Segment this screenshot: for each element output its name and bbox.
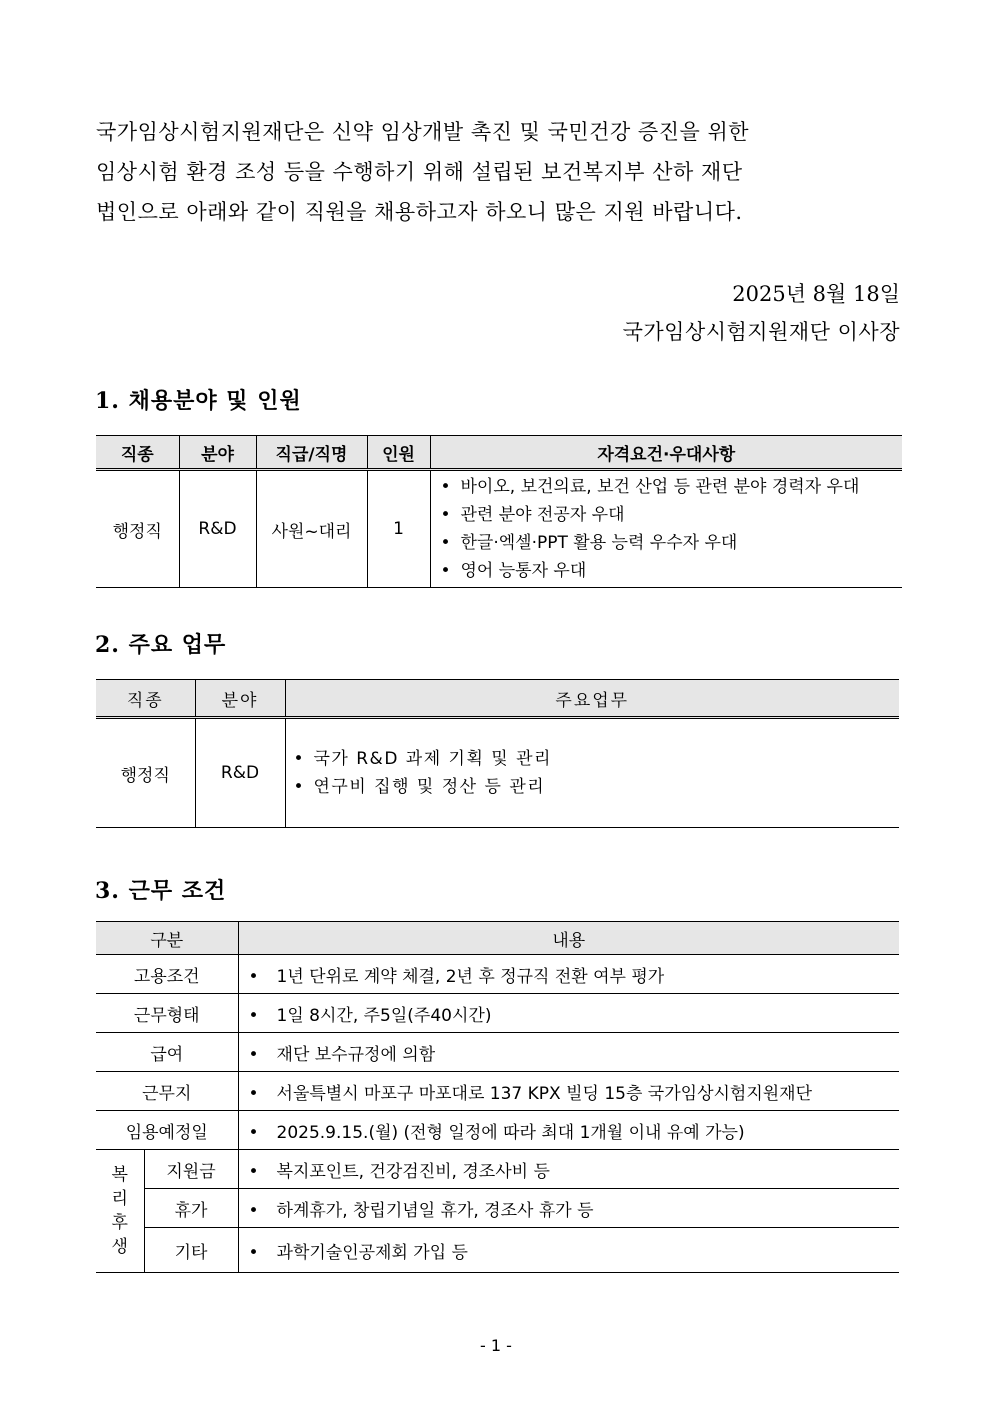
condition-value: [238, 1189, 899, 1228]
recruitment-table: [96, 435, 902, 588]
condition-value: [238, 1111, 899, 1150]
bullet: •: [248, 1083, 259, 1104]
welfare-group-label: [96, 1150, 144, 1273]
duties-list: [294, 745, 900, 801]
job-type-cell: 행정직: [96, 470, 179, 588]
list-item: • 영어 능통자 우대: [441, 557, 903, 585]
header-cell: 분야: [195, 680, 285, 718]
header-cell: 분야: [179, 436, 256, 470]
intro-line: 국가임상시험지원재단은 신약 임상개발 촉진 및 국민건강 증진을 위한: [96, 120, 750, 144]
list-item: • 바이오, 보건의료, 보건 산업 등 관련 분야 경력자 우대: [441, 473, 903, 501]
table-row: [96, 1111, 899, 1150]
condition-value: [238, 955, 899, 994]
table-row: [96, 1033, 899, 1072]
condition-label: 급여: [96, 1033, 238, 1072]
count-cell: 1: [367, 470, 430, 588]
welfare-char: 리: [111, 1189, 128, 1209]
table-row: [96, 718, 899, 828]
condition-text: 재단 보수규정에 의함: [276, 1044, 436, 1065]
header-cell: 내용: [238, 922, 899, 955]
job-type-cell: 행정직: [96, 718, 195, 828]
section-title-conditions: 3. 근무 조건: [95, 878, 227, 904]
condition-value: [238, 1150, 899, 1189]
rank-cell: 사원~대리: [256, 470, 367, 588]
header-cell: 자격요건·우대사항: [430, 436, 902, 470]
condition-text: 복지포인트, 건강검진비, 경조사비 등: [276, 1161, 550, 1182]
list-item: • 국가 R&D 과제 기획 및 관리: [294, 745, 900, 773]
table-row: [96, 955, 899, 994]
list-item: • 한글·엑셀·PPT 활용 능력 우수자 우대: [441, 529, 903, 557]
section-title-recruitment: 1. 채용분야 및 인원: [95, 388, 302, 414]
condition-text: 서울특별시 마포구 마포대로 137 KPX 빌딩 15층 국가임상시험지원재단: [276, 1083, 813, 1104]
condition-text: 1년 단위로 계약 체결, 2년 후 정규직 전환 여부 평가: [276, 966, 665, 987]
condition-text: 1일 8시간, 주5일(주40시간): [276, 1005, 492, 1026]
list-item: • 관련 분야 전공자 우대: [441, 501, 903, 529]
field-cell: R&D: [179, 470, 256, 588]
duties-table: [96, 679, 899, 828]
header-cell: 주요업무: [285, 680, 899, 718]
conditions-table: [96, 921, 899, 1273]
duties-cell: [285, 718, 899, 828]
table-header-row: [96, 436, 902, 470]
table-row: [96, 1228, 899, 1273]
condition-label: 임용예정일: [96, 1111, 238, 1150]
bullet: •: [248, 1242, 259, 1263]
welfare-char: 복: [111, 1165, 128, 1185]
header-cell: 직종: [96, 436, 179, 470]
condition-text: 하계휴가, 창립기념일 휴가, 경조사 휴가 등: [276, 1200, 594, 1221]
table-row: [96, 1072, 899, 1111]
qualifications-cell: [430, 470, 902, 588]
table-row: [96, 1189, 899, 1228]
condition-label: 지원금: [144, 1150, 238, 1189]
condition-text: 2025.9.15.(월) (전형 일정에 따라 최대 1개월 이내 유예 가능): [276, 1122, 745, 1143]
condition-label: 근무지: [96, 1072, 238, 1111]
header-cell: 직급/직명: [256, 436, 367, 470]
intro-paragraph: [96, 112, 902, 232]
list-item: • 연구비 집행 및 정산 등 관리: [294, 773, 900, 801]
table-header-row: [96, 680, 899, 718]
bullet: •: [248, 966, 259, 987]
bullet: •: [248, 1005, 259, 1026]
table-row: [96, 470, 902, 588]
bullet: •: [248, 1044, 259, 1065]
welfare-char: 후: [111, 1213, 128, 1233]
section-title-duties: 2. 주요 업무: [95, 632, 227, 658]
page-number: - 1 -: [480, 1336, 512, 1355]
table-row: [96, 1150, 899, 1189]
field-cell: R&D: [195, 718, 285, 828]
condition-label: 근무형태: [96, 994, 238, 1033]
intro-line: 임상시험 환경 조성 등을 수행하기 위해 설립된 보건복지부 산하 재단: [96, 160, 743, 184]
condition-label: 기타: [144, 1228, 238, 1273]
qualifications-list: [441, 473, 903, 585]
condition-value: [238, 994, 899, 1033]
welfare-char: 생: [111, 1237, 128, 1257]
condition-label: 고용조건: [96, 955, 238, 994]
header-cell: 직종: [96, 680, 195, 718]
condition-value: [238, 1033, 899, 1072]
bullet: •: [248, 1200, 259, 1221]
announcement-date: 2025년 8월 18일: [732, 282, 900, 306]
table-header-row: [96, 922, 899, 955]
condition-label: 휴가: [144, 1189, 238, 1228]
intro-line: 법인으로 아래와 같이 직원을 채용하고자 하오니 많은 지원 바랍니다.: [96, 200, 743, 224]
bullet: •: [248, 1122, 259, 1143]
issuer-name: 국가임상시험지원재단 이사장: [622, 320, 900, 344]
header-cell: 인원: [367, 436, 430, 470]
table-row: [96, 994, 899, 1033]
condition-value: [238, 1072, 899, 1111]
condition-value: [238, 1228, 899, 1273]
bullet: •: [248, 1161, 259, 1182]
header-cell: 구분: [96, 922, 238, 955]
condition-text: 과학기술인공제회 가입 등: [276, 1242, 468, 1263]
